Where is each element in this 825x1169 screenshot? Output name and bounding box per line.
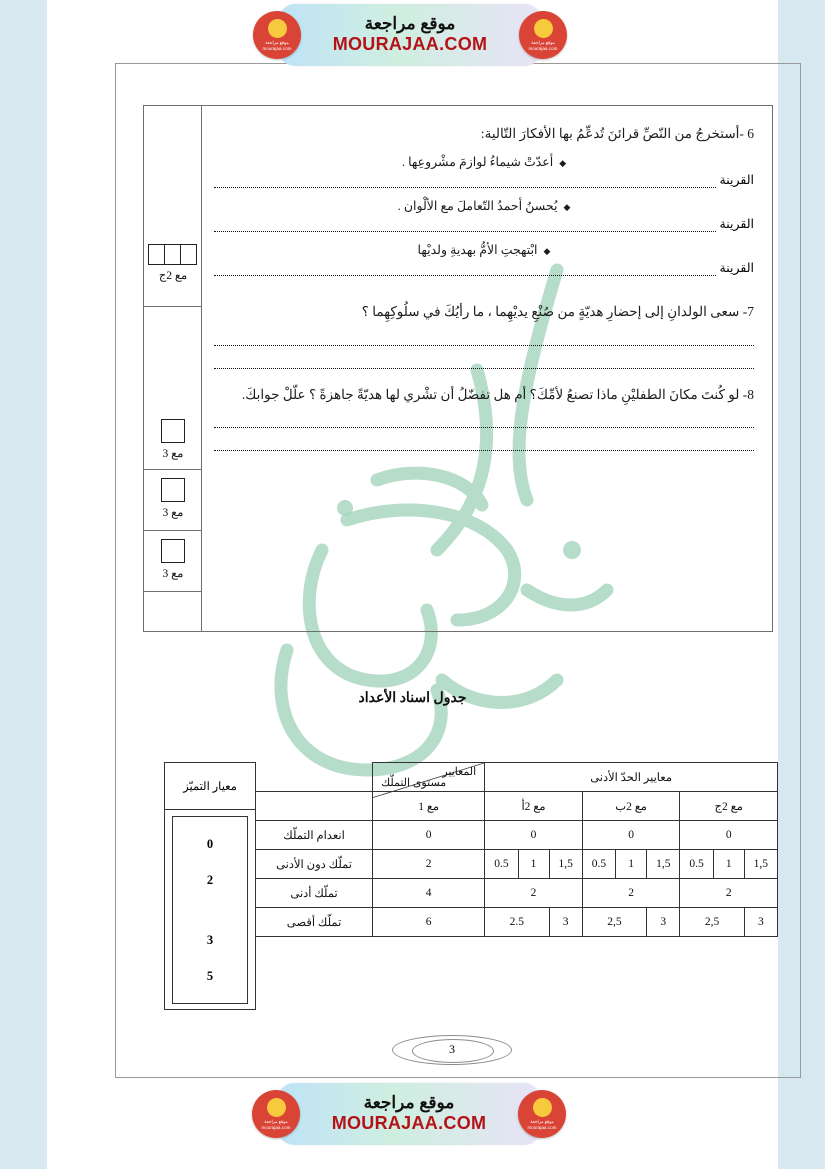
site-name-arabic: موقع مراجعة [363, 1092, 455, 1112]
row1-label: انعدام التملّك [256, 821, 373, 850]
mark-group-q7 [144, 419, 202, 460]
badge-circle-icon [533, 1098, 552, 1117]
idea-item-3: ◆ابْتهجتِ الأمُّ بهديةِ ولديْها [417, 243, 551, 258]
row2-m2a-3: 1,5 [549, 850, 582, 879]
dotted-fill-2[interactable] [214, 220, 716, 232]
score-box[interactable] [180, 244, 197, 265]
criteria-col-1: مع 1 [373, 792, 485, 821]
table-row [256, 821, 778, 850]
answer-line-2[interactable] [214, 216, 754, 232]
site-badge-icon [253, 11, 301, 59]
badge-caption: موقع مراجعة mourajaa.com [528, 40, 558, 51]
row2-m2a-1: 0.5 [485, 850, 518, 879]
badge-circle-icon [268, 19, 287, 38]
badge-caption: موقع مراجعة mourajaa.com [262, 40, 292, 51]
score-box[interactable] [164, 244, 181, 265]
row4-label: تملّك أقصى [256, 908, 373, 937]
exercise-content [200, 106, 772, 631]
marks-divider [144, 469, 202, 470]
site-badge-icon [519, 11, 567, 59]
table-header-row [256, 763, 778, 792]
distinction-title: معيار التميّز [165, 763, 255, 810]
badge-caption: موقع مراجعة mourajaa.com [261, 1119, 291, 1130]
row1-m2c: 0 [680, 821, 778, 850]
row2-label: تملّك دون الأدنى [256, 850, 373, 879]
criteria-col-2a: مع 2أ [485, 792, 583, 821]
row4-m2a-2: 3 [549, 908, 582, 937]
row3-m1: 4 [373, 879, 485, 908]
row3-m2c: 2 [680, 879, 778, 908]
question-6-text: 6 -أستخرجُ من النّصِّ قرائنَ تُدعِّمُ بها الأفكارَ التّالية: [480, 126, 754, 141]
site-url[interactable]: MOURAJAA.COM [331, 1112, 487, 1133]
row2-m1: 2 [373, 850, 485, 879]
question-7-text: 7- سعى الولدانِ إلى إحضارِ هديّةٍ من صُنْعِ يديْهِما ، ما رأيُكَ في سلُوكِهِما ؟ [361, 304, 754, 320]
header-criteria-label: المعايير [442, 766, 477, 778]
exercise-box [143, 105, 773, 632]
row4-m2a-1: 2.5 [485, 908, 549, 937]
row2-m2c-1: 0.5 [680, 850, 713, 879]
distinction-value-0: 0 [206, 837, 214, 851]
diagonal-header-cell [373, 763, 485, 792]
question-8-text: 8- لو كُنتَ مكانَ الطفليْنِ ماذا تصنعُ لأمِّكَ؟ أم هل تفضّلُ أن تشْري لها هديّةً جاهزةً ؟ علّلْ جوابكَ. [241, 386, 754, 402]
row2-m2b-3: 1,5 [647, 850, 680, 879]
row1-m2b: 0 [582, 821, 680, 850]
badge-caption: موقع مراجعة mourajaa.com [527, 1119, 557, 1130]
clue-label-3: القرينة [719, 261, 754, 276]
mark-label-q8a: مع 3 [162, 507, 184, 519]
row2-m2b-1: 0.5 [582, 850, 615, 879]
clue-label-1: القرينة [719, 173, 754, 188]
mark-label-q7: مع 3 [162, 448, 184, 460]
header-mastery-label: مستوى التملّك [381, 777, 447, 789]
row4-m2b-1: 2,5 [582, 908, 646, 937]
mark-group-q8a [144, 478, 202, 519]
table-row [256, 850, 778, 879]
site-name-banner[interactable] [278, 1083, 540, 1145]
bullet-icon: ◆ [563, 201, 571, 212]
site-url[interactable]: MOURAJAA.COM [332, 33, 488, 54]
watermark-banner-bottom[interactable] [229, 1081, 589, 1147]
row1-m1: 0 [373, 821, 485, 850]
criteria-col-2c: مع 2ج [680, 792, 778, 821]
row3-m2b: 2 [582, 879, 680, 908]
table-row [256, 908, 778, 937]
marks-divider [144, 530, 202, 531]
score-boxes-triple [144, 244, 202, 265]
answer-line-q8-a[interactable] [214, 414, 754, 428]
distinction-value-1: 2 [206, 873, 214, 887]
watermark-banner-top[interactable] [230, 2, 590, 68]
row2-m2c-2: 1 [713, 850, 744, 879]
distinction-value-3: 5 [206, 969, 214, 983]
marks-divider [144, 306, 202, 307]
row4-m2c-1: 2,5 [680, 908, 744, 937]
row2-m2a-2: 1 [518, 850, 549, 879]
min-criteria-header: معايير الحدّ الأدنى [485, 763, 778, 792]
document-page [47, 0, 778, 1169]
site-name-banner[interactable] [279, 4, 541, 66]
score-box[interactable] [161, 419, 185, 443]
grading-table-title: جدول اسناد الأعداد [358, 691, 467, 706]
marks-column [144, 106, 202, 631]
mark-group-q6 [144, 244, 202, 282]
row3-label: تملّك أدنى [256, 879, 373, 908]
distinction-value-2: 3 [206, 933, 214, 947]
dotted-fill-1[interactable] [214, 176, 716, 188]
site-name-arabic: موقع مراجعة [364, 13, 456, 33]
mark-label-q8b: مع 3 [162, 568, 184, 580]
answer-line-q7-b[interactable] [214, 355, 754, 369]
criteria-col-2b: مع 2ب [582, 792, 680, 821]
page-number [392, 1035, 512, 1065]
criteria-corner-empty [256, 792, 373, 821]
row1-m2a: 0 [485, 821, 583, 850]
row3-m2a: 2 [485, 879, 583, 908]
dotted-fill-3[interactable] [214, 264, 716, 276]
answer-line-3[interactable] [214, 260, 754, 276]
page-number-value: 3 [449, 1042, 455, 1056]
badge-circle-icon [534, 19, 553, 38]
mark-group-q8b [144, 539, 202, 580]
badge-circle-icon [267, 1098, 286, 1117]
row2-m2c-3: 1,5 [744, 850, 777, 879]
answer-line-q7-a[interactable] [214, 332, 754, 346]
marks-divider [144, 591, 202, 592]
row4-m2b-2: 3 [647, 908, 680, 937]
grading-table [255, 762, 778, 937]
bullet-icon: ◆ [543, 245, 551, 256]
site-badge-icon [252, 1090, 300, 1138]
answer-line-1[interactable] [214, 172, 754, 188]
row2-m2b-2: 1 [616, 850, 647, 879]
distinction-criteria-box [164, 762, 256, 1010]
distinction-values-box [172, 816, 248, 1004]
score-box[interactable] [161, 539, 185, 563]
criteria-cols-row [256, 792, 778, 821]
score-box[interactable] [148, 244, 165, 265]
row4-m1: 6 [373, 908, 485, 937]
site-badge-icon [518, 1090, 566, 1138]
table-row [256, 879, 778, 908]
score-box[interactable] [161, 478, 185, 502]
idea-item-1: ◆أعدّتْ شيماءُ لوازمَ مشْروعِها . [401, 155, 567, 170]
clue-label-2: القرينة [719, 217, 754, 232]
answer-line-q8-b[interactable] [214, 437, 754, 451]
idea-item-2: ◆يُحسنُ أحمدُ التّعاملَ مع الألْوان . [397, 199, 571, 214]
row4-m2c-2: 3 [744, 908, 777, 937]
mark-label-q6: مع 2ج [158, 270, 188, 282]
bullet-icon: ◆ [559, 157, 567, 168]
